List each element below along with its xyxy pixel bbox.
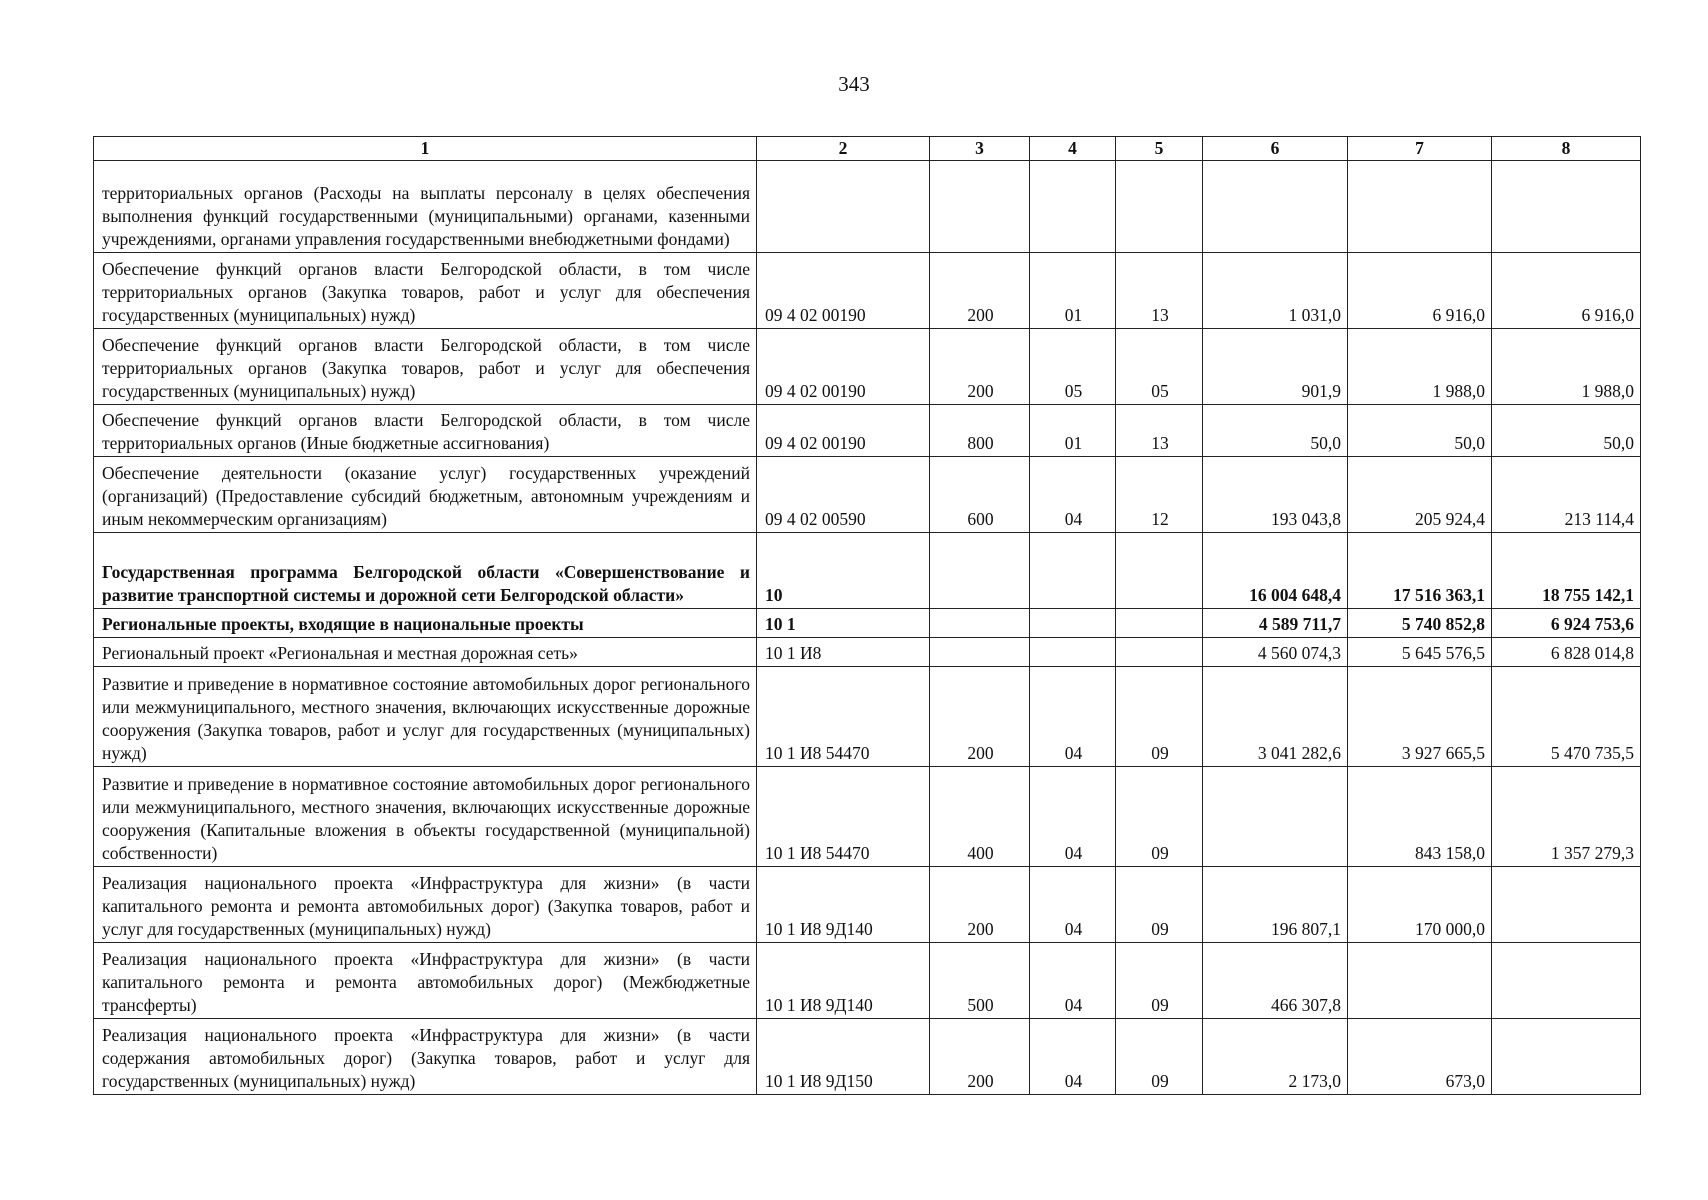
amount-cell: 6 924 753,6 [1492, 609, 1641, 638]
amount-cell: 6 828 014,8 [1492, 638, 1641, 667]
header-cell: 3 [930, 137, 1030, 161]
code-cell [757, 161, 930, 253]
subsection-cell [1116, 609, 1203, 638]
expense-type-cell [930, 533, 1030, 609]
expense-type-cell: 200 [930, 667, 1030, 767]
subsection-cell: 05 [1116, 329, 1203, 405]
description-cell: Государственная программа Белгородской области «Совершенствование и развитие транспортной системы и дорожной сети Белгородской области» [94, 533, 757, 609]
description-cell: Обеспечение функций органов власти Белгородской области, в том числе территориальных органов (Закупка товаров, работ и услуг для обеспечения государственных (муниципальных) нужд) [94, 253, 757, 329]
amount-cell: 18 755 142,1 [1492, 533, 1641, 609]
header-cell: 2 [757, 137, 930, 161]
subsection-cell: 09 [1116, 667, 1203, 767]
amount-cell: 5 645 576,5 [1348, 638, 1492, 667]
section-cell: 01 [1030, 253, 1116, 329]
amount-cell: 3 927 665,5 [1348, 667, 1492, 767]
code-cell: 10 1 И8 [757, 638, 930, 667]
header-cell: 6 [1203, 137, 1348, 161]
section-cell: 01 [1030, 405, 1116, 457]
expense-type-cell: 800 [930, 405, 1030, 457]
amount-cell: 196 807,1 [1203, 867, 1348, 943]
amount-cell: 1 988,0 [1348, 329, 1492, 405]
amount-cell: 901,9 [1203, 329, 1348, 405]
page-number: 343 [838, 72, 870, 96]
amount-cell: 673,0 [1348, 1019, 1492, 1095]
amount-cell: 466 307,8 [1203, 943, 1348, 1019]
table-row [94, 253, 1641, 329]
description-cell: Развитие и приведение в нормативное состояние автомобильных дорог регионального или межмуниципального, местного значения, включающих искусственные дорожные сооружения (Закупка товаров, работ и услуг для государственных (муниципальных) нужд) [94, 667, 757, 767]
amount-cell: 1 357 279,3 [1492, 767, 1641, 867]
subsection-cell: 09 [1116, 1019, 1203, 1095]
code-cell: 10 1 И8 54470 [757, 767, 930, 867]
table-row [94, 1019, 1641, 1095]
description-cell: территориальных органов (Расходы на выплаты персоналу в целях обеспечения выполнения функций государственными (муниципальными) органами, казенными учреждениями, органами управления государственными внебюджетными фондами) [94, 161, 757, 253]
description-cell: Реализация национального проекта «Инфраструктура для жизни» (в части капитального ремонта и ремонта автомобильных дорог) (Межбюджетные трансферты) [94, 943, 757, 1019]
header-cell: 8 [1492, 137, 1641, 161]
code-cell: 10 1 [757, 609, 930, 638]
description-cell: Обеспечение функций органов власти Белгородской области, в том числе территориальных органов (Иные бюджетные ассигнования) [94, 405, 757, 457]
subsection-cell: 09 [1116, 767, 1203, 867]
amount-cell: 50,0 [1348, 405, 1492, 457]
code-cell: 09 4 02 00590 [757, 457, 930, 533]
subsection-cell: 09 [1116, 943, 1203, 1019]
amount-cell: 1 988,0 [1492, 329, 1641, 405]
table-row [94, 867, 1641, 943]
header-row [94, 137, 1641, 161]
expense-type-cell: 600 [930, 457, 1030, 533]
section-cell [1030, 609, 1116, 638]
section-cell: 05 [1030, 329, 1116, 405]
subsection-cell: 13 [1116, 253, 1203, 329]
description-cell: Обеспечение функций органов власти Белгородской области, в том числе территориальных органов (Закупка товаров, работ и услуг для обеспечения государственных (муниципальных) нужд) [94, 329, 757, 405]
table-row [94, 457, 1641, 533]
amount-cell: 5 740 852,8 [1348, 609, 1492, 638]
amount-cell: 16 004 648,4 [1203, 533, 1348, 609]
section-cell [1030, 638, 1116, 667]
table-row [94, 667, 1641, 767]
header-cell: 4 [1030, 137, 1116, 161]
expense-type-cell: 200 [930, 329, 1030, 405]
section-cell: 04 [1030, 1019, 1116, 1095]
description-cell: Реализация национального проекта «Инфраструктура для жизни» (в части содержания автомобильных дорог) (Закупка товаров, работ и услуг для государственных (муниципальных) нужд) [94, 1019, 757, 1095]
table-row [94, 329, 1641, 405]
amount-cell: 2 173,0 [1203, 1019, 1348, 1095]
amount-cell [1348, 161, 1492, 253]
amount-cell: 3 041 282,6 [1203, 667, 1348, 767]
expense-type-cell: 200 [930, 1019, 1030, 1095]
code-cell: 09 4 02 00190 [757, 405, 930, 457]
subsection-cell [1116, 161, 1203, 253]
section-cell: 04 [1030, 457, 1116, 533]
amount-cell: 843 158,0 [1348, 767, 1492, 867]
expense-type-cell: 400 [930, 767, 1030, 867]
table-body [94, 161, 1641, 1095]
section-cell [1030, 533, 1116, 609]
expense-type-cell [930, 161, 1030, 253]
amount-cell: 50,0 [1203, 405, 1348, 457]
section-cell: 04 [1030, 667, 1116, 767]
amount-cell: 213 114,4 [1492, 457, 1641, 533]
table-row [94, 405, 1641, 457]
description-cell: Региональный проект «Региональная и местная дорожная сеть» [94, 638, 757, 667]
amount-cell: 193 043,8 [1203, 457, 1348, 533]
expense-type-cell [930, 609, 1030, 638]
table-row [94, 767, 1641, 867]
amount-cell [1492, 161, 1641, 253]
amount-cell [1348, 943, 1492, 1019]
amount-cell [1492, 943, 1641, 1019]
section-cell: 04 [1030, 767, 1116, 867]
amount-cell [1492, 867, 1641, 943]
header-cell: 5 [1116, 137, 1203, 161]
amount-cell: 6 916,0 [1492, 253, 1641, 329]
description-cell: Развитие и приведение в нормативное состояние автомобильных дорог регионального или межмуниципального, местного значения, включающих искусственные дорожные сооружения (Капитальные вложения в объекты государственной (муниципальной) собственности) [94, 767, 757, 867]
section-cell: 04 [1030, 867, 1116, 943]
amount-cell: 1 031,0 [1203, 253, 1348, 329]
amount-cell: 205 924,4 [1348, 457, 1492, 533]
table-row [94, 533, 1641, 609]
description-cell: Обеспечение деятельности (оказание услуг) государственных учреждений (организаций) (Предоставление субсидий бюджетным, автономным учреждениям и иным некоммерческим организациям) [94, 457, 757, 533]
header-cell: 1 [94, 137, 757, 161]
code-cell: 10 1 И8 9Д150 [757, 1019, 930, 1095]
amount-cell: 170 000,0 [1348, 867, 1492, 943]
code-cell: 10 1 И8 9Д140 [757, 867, 930, 943]
table-row [94, 609, 1641, 638]
code-cell: 09 4 02 00190 [757, 253, 930, 329]
section-cell: 04 [1030, 943, 1116, 1019]
amount-cell: 50,0 [1492, 405, 1641, 457]
subsection-cell: 12 [1116, 457, 1203, 533]
expense-type-cell [930, 638, 1030, 667]
section-cell [1030, 161, 1116, 253]
table-row [94, 161, 1641, 253]
description-cell: Реализация национального проекта «Инфраструктура для жизни» (в части капитального ремонта и ремонта автомобильных дорог) (Закупка товаров, работ и услуг для государственных (муниципальных) нужд) [94, 867, 757, 943]
subsection-cell [1116, 638, 1203, 667]
expense-type-cell: 200 [930, 867, 1030, 943]
expense-type-cell: 200 [930, 253, 1030, 329]
table-row [94, 943, 1641, 1019]
subsection-cell: 09 [1116, 867, 1203, 943]
table-row [94, 638, 1641, 667]
budget-table [93, 136, 1641, 1095]
amount-cell [1203, 161, 1348, 253]
header-cell: 7 [1348, 137, 1492, 161]
code-cell: 10 [757, 533, 930, 609]
amount-cell: 6 916,0 [1348, 253, 1492, 329]
description-cell: Региональные проекты, входящие в национальные проекты [94, 609, 757, 638]
subsection-cell [1116, 533, 1203, 609]
amount-cell: 4 589 711,7 [1203, 609, 1348, 638]
subsection-cell: 13 [1116, 405, 1203, 457]
amount-cell: 5 470 735,5 [1492, 667, 1641, 767]
amount-cell [1492, 1019, 1641, 1095]
amount-cell: 4 560 074,3 [1203, 638, 1348, 667]
amount-cell: 17 516 363,1 [1348, 533, 1492, 609]
expense-type-cell: 500 [930, 943, 1030, 1019]
amount-cell [1203, 767, 1348, 867]
code-cell: 10 1 И8 54470 [757, 667, 930, 767]
code-cell: 10 1 И8 9Д140 [757, 943, 930, 1019]
code-cell: 09 4 02 00190 [757, 329, 930, 405]
